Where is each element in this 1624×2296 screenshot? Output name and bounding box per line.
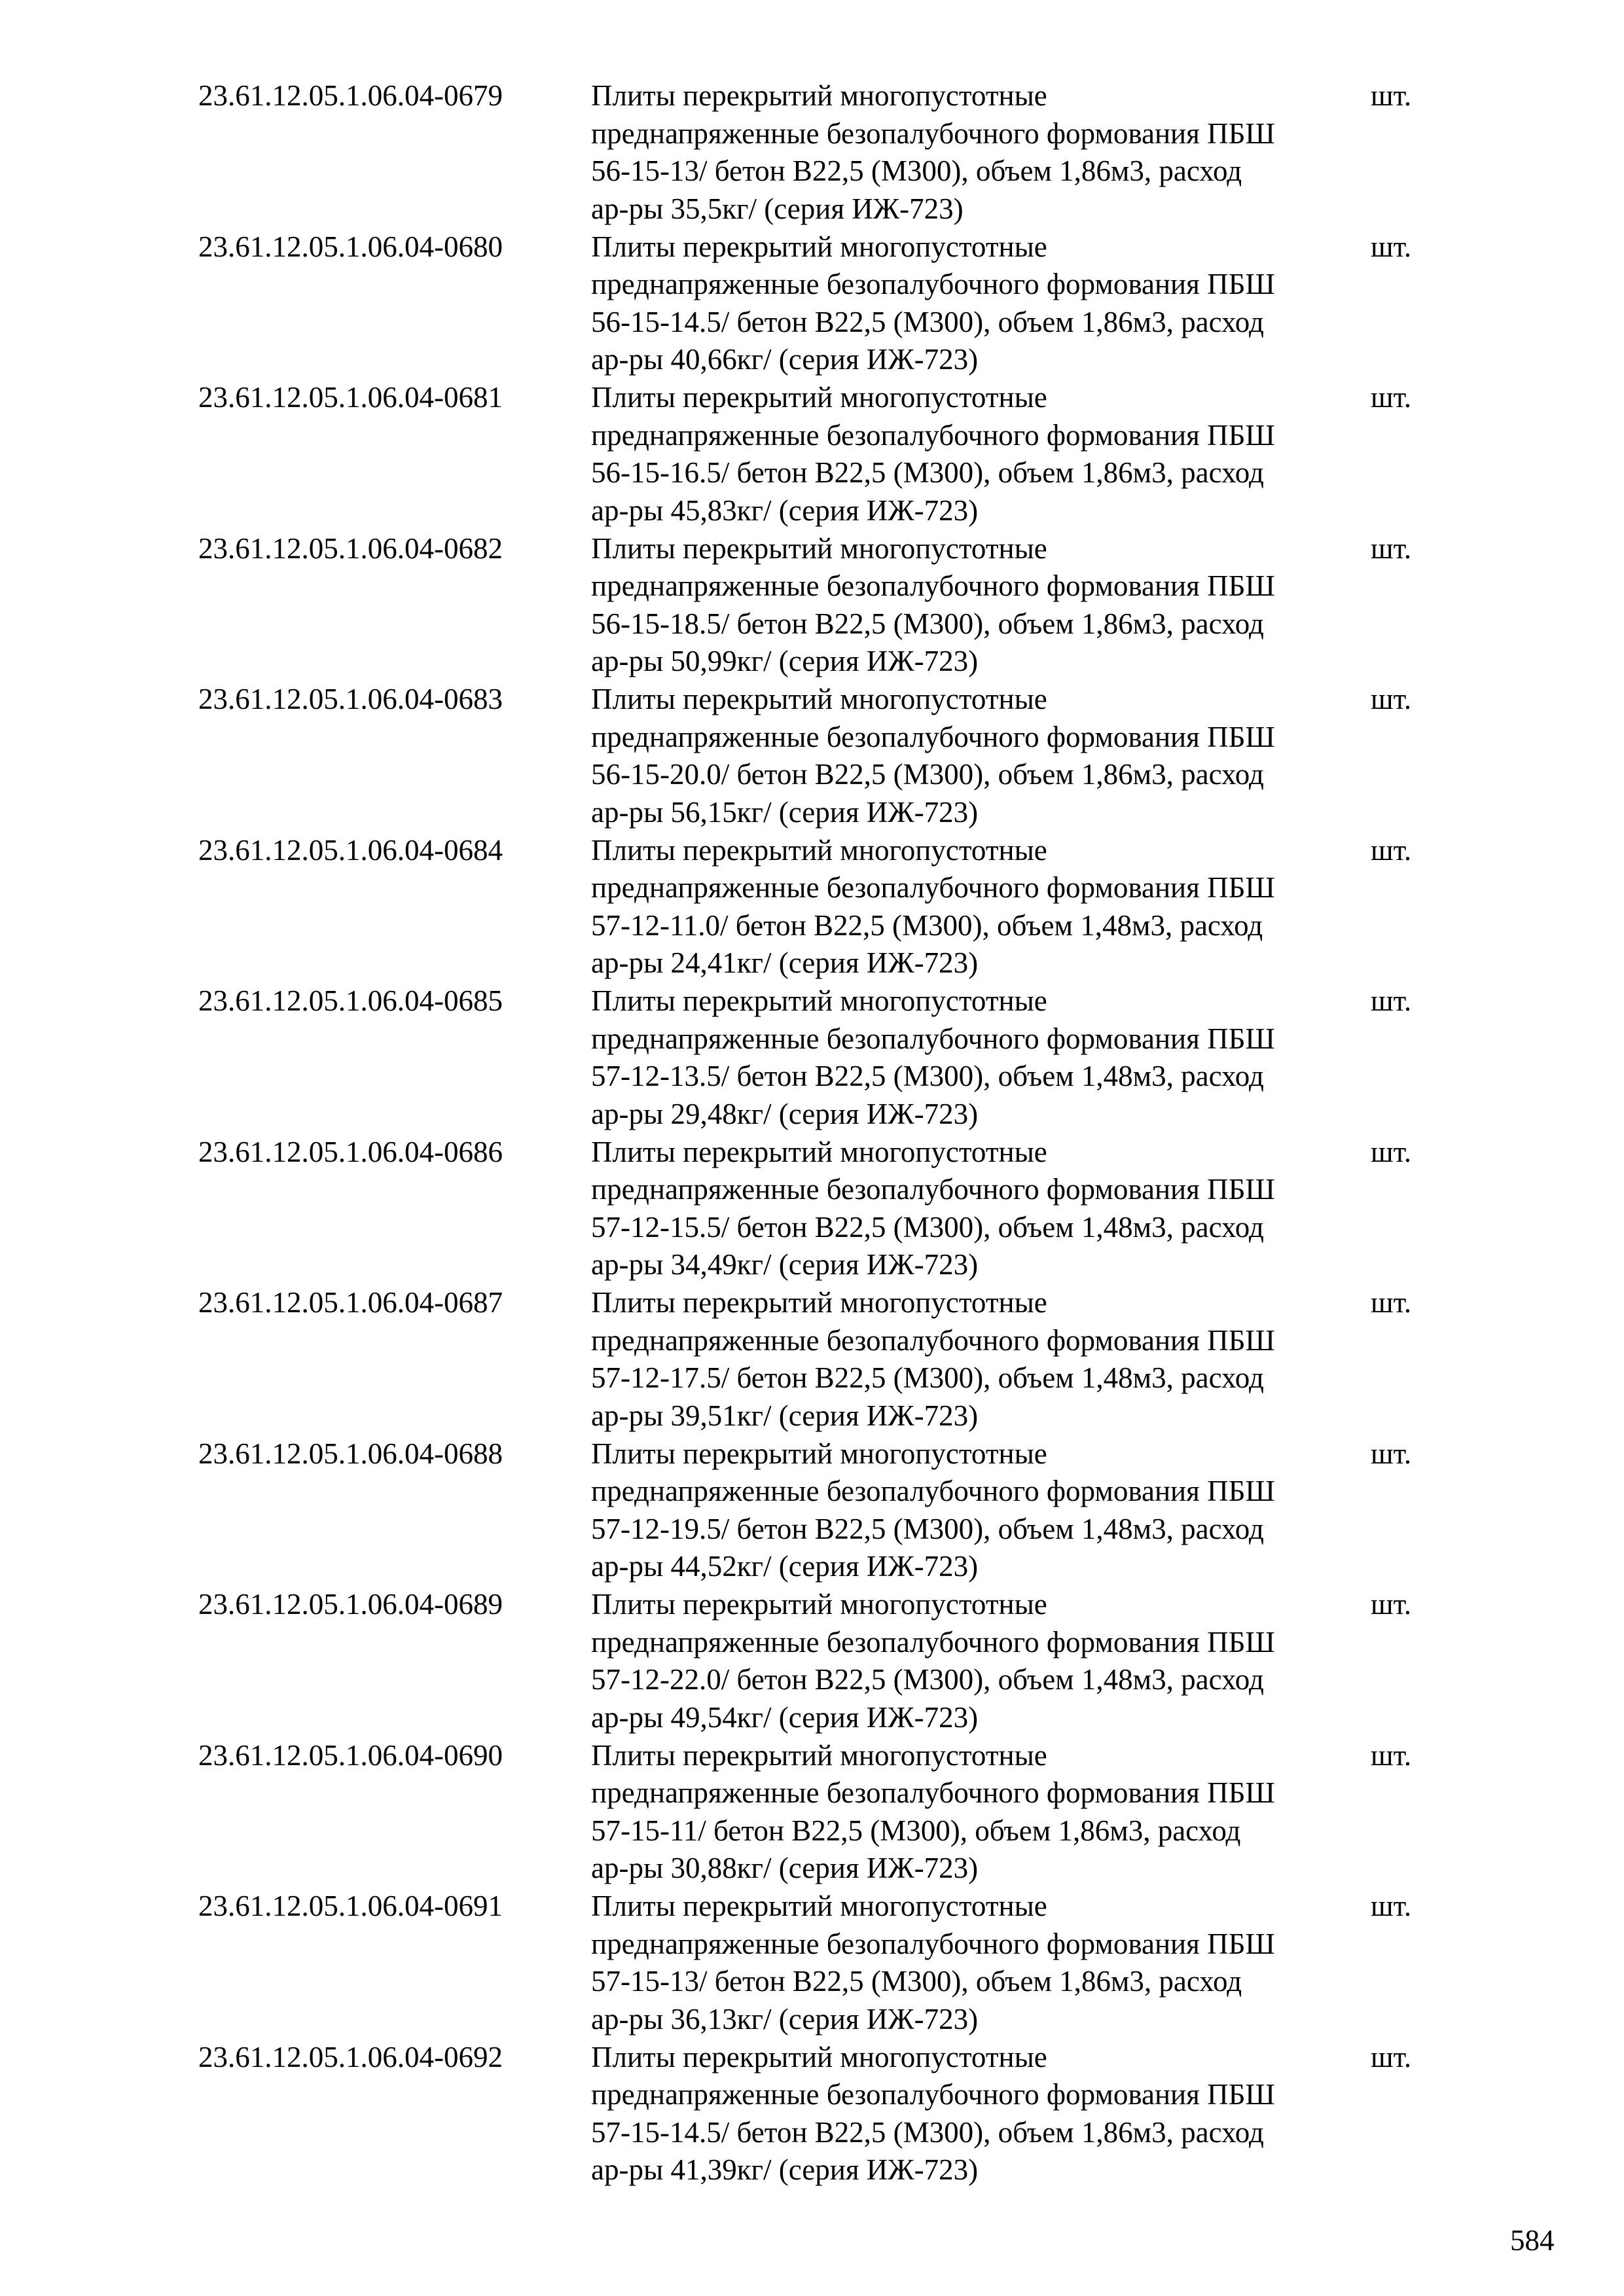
- list-item: [198, 1134, 1442, 1285]
- item-description: [591, 2039, 1377, 2189]
- item-description: [591, 530, 1377, 681]
- description-line: преднапряженные безопалубочного формования ПБШ: [591, 1173, 1275, 1206]
- description-line: 57-12-17.5/ бетон В22,5 (М300), объем 1,48м3, расход: [591, 1361, 1264, 1394]
- description-line: Плиты перекрытий многопустотные: [591, 79, 1047, 112]
- description-line: преднапряженные безопалубочного формования ПБШ: [591, 418, 1275, 452]
- description-line: Плиты перекрытий многопустотные: [591, 230, 1047, 263]
- item-unit: шт.: [1371, 1890, 1412, 1922]
- item-code: 23.61.12.05.1.06.04-0692: [198, 2040, 503, 2073]
- description-line: преднапряженные безопалубочного формования ПБШ: [591, 720, 1275, 753]
- description-line: 56-15-16.5/ бетон В22,5 (М300), объем 1,86м3, расход: [591, 456, 1264, 489]
- description-line: ар-ры 40,66кг/ (серия ИЖ-723): [591, 343, 979, 376]
- description-line: Плиты перекрытий многопустотные: [591, 531, 1047, 565]
- item-code: 23.61.12.05.1.06.04-0680: [198, 230, 503, 263]
- description-line: ар-ры 56,15кг/ (серия ИЖ-723): [591, 795, 979, 829]
- description-line: 57-12-22.0/ бетон В22,5 (М300), объем 1,48м3, расход: [591, 1663, 1264, 1696]
- item-code: 23.61.12.05.1.06.04-0687: [198, 1286, 503, 1319]
- item-code: 23.61.12.05.1.06.04-0689: [198, 1588, 503, 1621]
- description-line: 57-12-19.5/ бетон В22,5 (М300), объем 1,48м3, расход: [591, 1512, 1264, 1545]
- description-line: Плиты перекрытий многопустотные: [591, 2040, 1047, 2073]
- description-line: 57-15-13/ бетон В22,5 (М300), объем 1,86м3, расход: [591, 1965, 1242, 1998]
- item-unit: шт.: [1371, 1738, 1412, 1772]
- description-line: 57-15-11/ бетон В22,5 (М300), объем 1,86м3, расход: [591, 1814, 1241, 1847]
- item-description: [591, 1134, 1377, 1284]
- item-description: [591, 1586, 1377, 1736]
- item-description: [591, 77, 1377, 228]
- list-item: [198, 1737, 1442, 1888]
- description-line: преднапряженные безопалубочного формования ПБШ: [591, 268, 1275, 300]
- item-code: 23.61.12.05.1.06.04-0681: [198, 381, 503, 414]
- description-line: преднапряженные безопалубочного формования ПБШ: [591, 871, 1275, 904]
- item-unit: шт.: [1371, 2040, 1412, 2073]
- list-item: [198, 1586, 1442, 1737]
- description-line: 56-15-14.5/ бетон В22,5 (М300), объем 1,86м3, расход: [591, 305, 1264, 338]
- item-unit: шт.: [1371, 1437, 1412, 1470]
- item-code: 23.61.12.05.1.06.04-0691: [198, 1890, 503, 1922]
- description-line: ар-ры 50,99кг/ (серия ИЖ-723): [591, 645, 979, 677]
- description-line: преднапряженные безопалубочного формования ПБШ: [591, 1776, 1275, 1809]
- list-item: [198, 530, 1442, 681]
- description-line: Плиты перекрытий многопустотные: [591, 1437, 1047, 1470]
- description-line: преднапряженные безопалубочного формования ПБШ: [591, 117, 1275, 150]
- description-line: преднапряженные безопалубочного формования ПБШ: [591, 1323, 1275, 1357]
- item-code: 23.61.12.05.1.06.04-0679: [198, 79, 503, 112]
- description-line: преднапряженные безопалубочного формования ПБШ: [591, 2078, 1275, 2111]
- item-description: [591, 982, 1377, 1133]
- list-item: [198, 982, 1442, 1134]
- description-line: преднапряженные безопалубочного формования ПБШ: [591, 1927, 1275, 1960]
- description-line: ар-ры 44,52кг/ (серия ИЖ-723): [591, 1550, 979, 1583]
- description-line: ар-ры 35,5кг/ (серия ИЖ-723): [591, 192, 964, 225]
- description-line: Плиты перекрытий многопустотные: [591, 1286, 1047, 1319]
- item-code: 23.61.12.05.1.06.04-0686: [198, 1135, 503, 1168]
- list-item: [198, 379, 1442, 530]
- list-item: [198, 1888, 1442, 2039]
- description-line: ар-ры 24,41кг/ (серия ИЖ-723): [591, 946, 979, 979]
- item-unit: шт.: [1371, 381, 1412, 414]
- item-description: [591, 1888, 1377, 2038]
- price-list: [198, 77, 1442, 2189]
- list-item: [198, 77, 1442, 228]
- item-unit: шт.: [1371, 1135, 1412, 1168]
- description-line: 57-12-15.5/ бетон В22,5 (М300), объем 1,48м3, расход: [591, 1210, 1264, 1244]
- description-line: 57-15-14.5/ бетон В22,5 (М300), объем 1,86м3, расход: [591, 2115, 1264, 2149]
- list-item: [198, 832, 1442, 983]
- description-line: Плиты перекрытий многопустотные: [591, 1738, 1047, 1772]
- description-line: преднапряженные безопалубочного формования ПБШ: [591, 569, 1275, 602]
- item-description: [591, 1737, 1377, 1888]
- description-line: преднапряженные безопалубочного формования ПБШ: [591, 1022, 1275, 1055]
- item-code: 23.61.12.05.1.06.04-0688: [198, 1437, 503, 1470]
- item-code: 23.61.12.05.1.06.04-0684: [198, 833, 503, 867]
- description-line: ар-ры 49,54кг/ (серия ИЖ-723): [591, 1700, 979, 1734]
- item-unit: шт.: [1371, 1286, 1412, 1319]
- item-description: [591, 379, 1377, 529]
- description-line: Плиты перекрытий многопустотные: [591, 833, 1047, 867]
- item-unit: шт.: [1371, 984, 1412, 1017]
- description-line: Плиты перекрытий многопустотные: [591, 1890, 1047, 1922]
- item-description: [591, 1284, 1377, 1435]
- description-line: преднапряженные безопалубочного формования ПБШ: [591, 1475, 1275, 1507]
- item-unit: шт.: [1371, 833, 1412, 867]
- item-code: 23.61.12.05.1.06.04-0690: [198, 1738, 503, 1772]
- description-line: Плиты перекрытий многопустотные: [591, 1588, 1047, 1621]
- list-item: [198, 1435, 1442, 1587]
- item-unit: шт.: [1371, 1588, 1412, 1621]
- item-code: 23.61.12.05.1.06.04-0685: [198, 984, 503, 1017]
- description-line: Плиты перекрытий многопустотные: [591, 683, 1047, 715]
- list-item: [198, 2039, 1442, 2190]
- description-line: Плиты перекрытий многопустотные: [591, 381, 1047, 414]
- description-line: Плиты перекрытий многопустотные: [591, 1135, 1047, 1168]
- description-line: преднапряженные безопалубочного формования ПБШ: [591, 1625, 1275, 1659]
- page-number: 584: [1510, 2224, 1555, 2257]
- list-item: [198, 1284, 1442, 1435]
- item-code: 23.61.12.05.1.06.04-0683: [198, 683, 503, 715]
- item-description: [591, 228, 1377, 379]
- list-item: [198, 228, 1442, 380]
- item-description: [591, 1435, 1377, 1586]
- description-line: 56-15-20.0/ бетон В22,5 (М300), объем 1,86м3, расход: [591, 758, 1264, 791]
- item-unit: шт.: [1371, 531, 1412, 565]
- description-line: Плиты перекрытий многопустотные: [591, 984, 1047, 1017]
- description-line: ар-ры 45,83кг/ (серия ИЖ-723): [591, 493, 979, 527]
- item-unit: шт.: [1371, 683, 1412, 715]
- description-line: 56-15-13/ бетон В22,5 (М300), объем 1,86м3, расход: [591, 154, 1242, 187]
- item-unit: шт.: [1371, 230, 1412, 263]
- list-item: [198, 681, 1442, 832]
- description-line: ар-ры 29,48кг/ (серия ИЖ-723): [591, 1097, 979, 1130]
- description-line: 57-12-13.5/ бетон В22,5 (М300), объем 1,48м3, расход: [591, 1060, 1264, 1092]
- item-description: [591, 832, 1377, 982]
- description-line: 56-15-18.5/ бетон В22,5 (М300), объем 1,86м3, расход: [591, 607, 1264, 640]
- description-line: ар-ры 39,51кг/ (серия ИЖ-723): [591, 1399, 979, 1432]
- description-line: ар-ры 36,13кг/ (серия ИЖ-723): [591, 2002, 979, 2036]
- item-code: 23.61.12.05.1.06.04-0682: [198, 531, 503, 565]
- description-line: ар-ры 41,39кг/ (серия ИЖ-723): [591, 2153, 979, 2186]
- description-line: ар-ры 34,49кг/ (серия ИЖ-723): [591, 1248, 979, 1281]
- description-line: ар-ры 30,88кг/ (серия ИЖ-723): [591, 1852, 979, 1884]
- item-unit: шт.: [1371, 79, 1412, 112]
- item-description: [591, 681, 1377, 831]
- description-line: 57-12-11.0/ бетон В22,5 (М300), объем 1,48м3, расход: [591, 908, 1263, 942]
